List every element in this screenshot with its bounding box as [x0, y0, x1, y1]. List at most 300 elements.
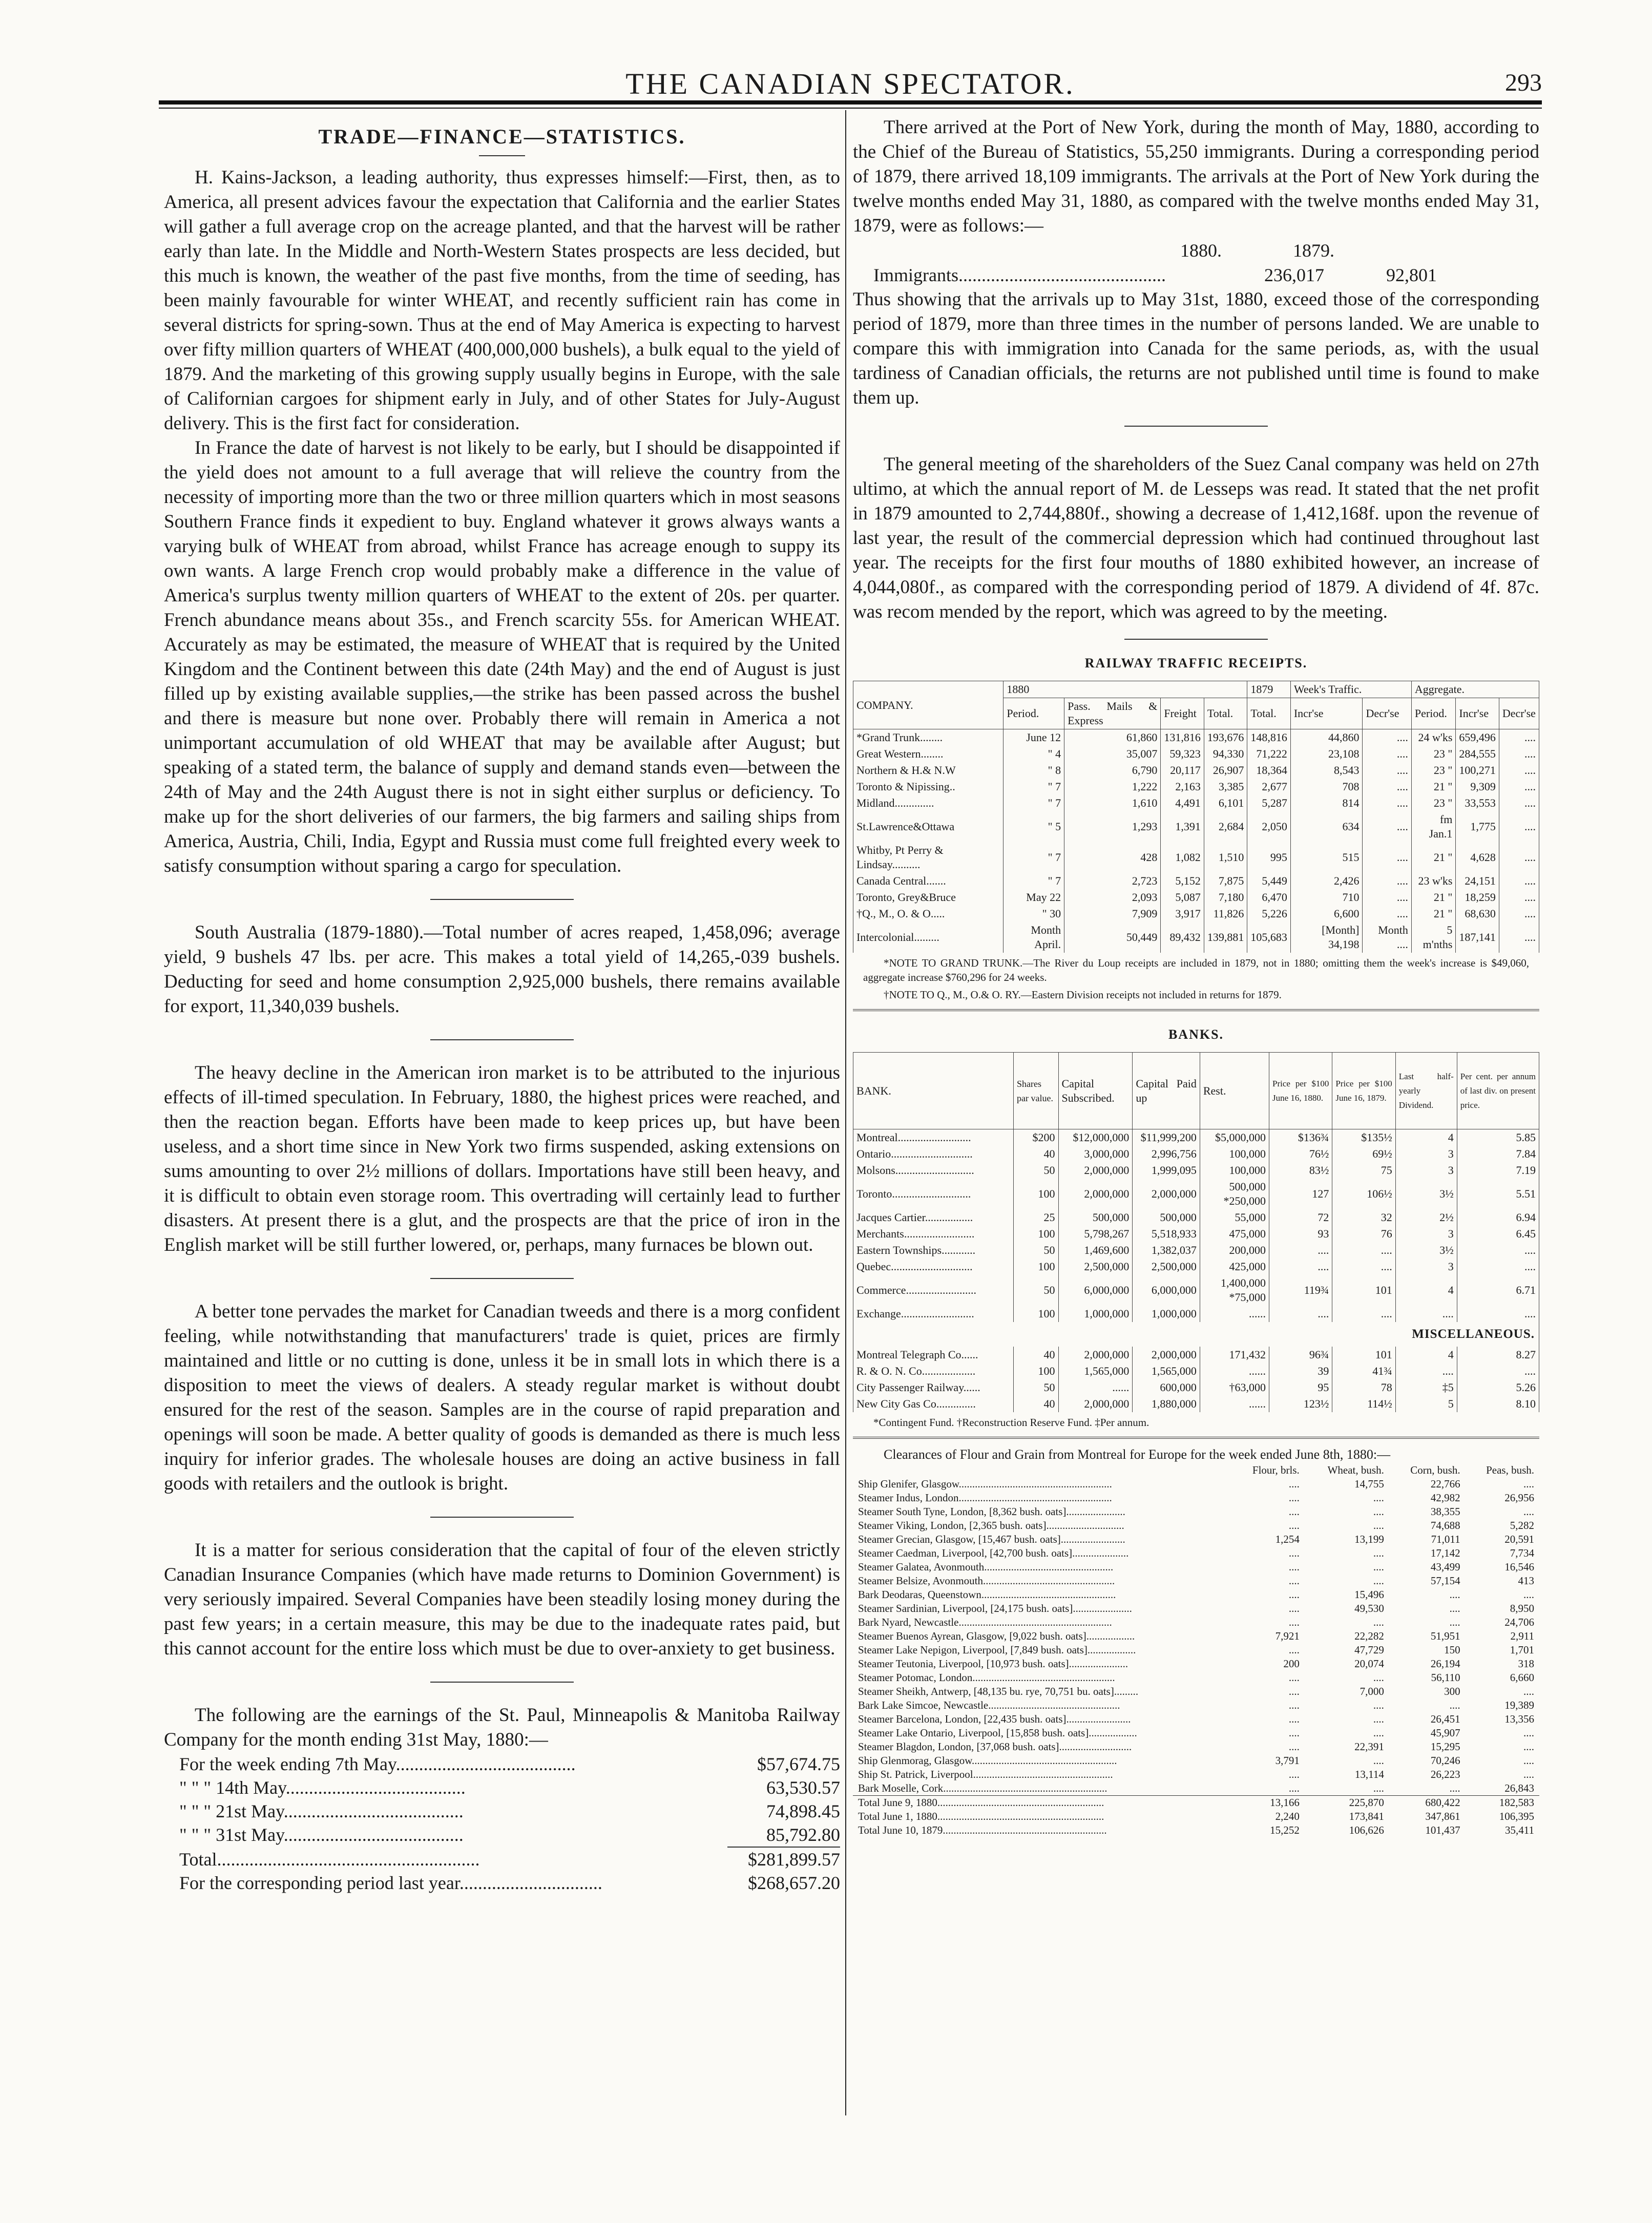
bank-cell: 1,400,000 *75,000: [1200, 1275, 1269, 1306]
railway-note-qmoo: †NOTE TO Q., M., O.& O. RY.—Eastern Division receipts not included in returns for 1879.: [884, 989, 1282, 1001]
immigrants-1880: 236,017: [1264, 265, 1324, 285]
clearance-cell: 1,701: [1510, 1644, 1534, 1656]
article-insurance: It is a matter for serious consideration that the capital of four of the eleven strictly Canadian Insurance Companies (which have made returns to Dominion Government) is very seriously impaired. Several Companies have been steadily losing money during the past few years; in a certain measure, this may be due to the inadequate rates paid, but this cannot account for the entire loss which must be due to over-anxiety to get business.: [164, 1540, 840, 1659]
railway-cell: 23,108: [1290, 746, 1363, 762]
misc-cell: 5: [1395, 1396, 1457, 1412]
clearance-vessel: Steamer Potomac, London.....................................................: [858, 1671, 1115, 1684]
clearance-cell: ....: [1449, 1699, 1460, 1711]
clearance-cell: ....: [1373, 1754, 1384, 1767]
table-separator: [853, 1009, 1539, 1011]
misc-row: [853, 1347, 1539, 1363]
railway-cell: 2,723: [1064, 873, 1161, 889]
railway-cell: 710: [1290, 889, 1363, 906]
bank-cell: ....: [1269, 1259, 1332, 1275]
clearance-vessel: Steamer Lake Ontario, Liverpool, [15,858 bush. oats]..................: [858, 1727, 1137, 1739]
railway-cell: 2,050: [1247, 811, 1291, 842]
railway-cell: 6,470: [1247, 889, 1291, 906]
bank-cell: 3: [1395, 1226, 1457, 1242]
year-1880: 1880.: [1180, 240, 1222, 261]
clearance-cell: 413: [1518, 1575, 1534, 1587]
railway-cell: ....: [1499, 922, 1539, 953]
bank-cell: 76: [1332, 1226, 1395, 1242]
clearance-cell: 70,246: [1430, 1754, 1460, 1767]
railway-cell: [Month] 34,198: [1290, 922, 1363, 953]
clearance-cell: 57,154: [1430, 1575, 1460, 1587]
bank-cell: 119¾: [1269, 1275, 1332, 1306]
railway-cell: 23 ": [1411, 762, 1455, 779]
bank-cell: 32: [1332, 1209, 1395, 1226]
col-vessel: [853, 1463, 1232, 1477]
clearance-cell: ....: [1288, 1575, 1300, 1587]
bank-row: [853, 1306, 1539, 1322]
railway-cell: ....: [1363, 746, 1411, 762]
earnings-label: " " " 14th May.......................................: [179, 1777, 466, 1798]
year-1879: 1879.: [1293, 240, 1334, 261]
bank-cell: 75: [1332, 1162, 1395, 1179]
railway-cell: 428: [1064, 842, 1161, 873]
clearance-cell: 19,389: [1504, 1699, 1534, 1711]
misc-cell: 101: [1332, 1347, 1395, 1363]
bank-name: Commerce.........................: [853, 1275, 1014, 1306]
railway-cell: ....: [1363, 762, 1411, 779]
clearance-cell: ....: [1288, 1588, 1300, 1601]
clearance-cell: ....: [1288, 1602, 1300, 1614]
railway-cell: ....: [1363, 811, 1411, 842]
clearance-vessel: Steamer Lake Nepigon, Liverpool, [7,849 bush. oats]..................: [858, 1644, 1136, 1656]
clearance-cell: 13,356: [1504, 1713, 1534, 1725]
clearance-row: [853, 1685, 1539, 1698]
clearance-cell: ....: [1373, 1505, 1384, 1518]
immigrants-row: [873, 263, 1539, 287]
railway-cell: 1,510: [1204, 842, 1247, 873]
bank-row: [853, 1179, 1539, 1209]
railway-cell: 33,553: [1456, 795, 1499, 811]
article-wheat-france: In France the date of harvest is not likely to be early, but I should be disappointed if the yield does not amount to a full average that will relieve the country from the necessity of importing more than the two or three million quarters which in most seasons Southern France finds it expedient to buy. England whatever it grows always wants a varying bulk of WHEAT from abroad, whilst France has acreage enough to suppy its own wants. A large French crop would probably make a difference in the value of America's surplus twenty million quarters of WHEAT to the extent of 20s. per quarter. French abundance means about 35s., and French scarcity 55s. for American WHEAT. Accurately as may be estimated, the measure of WHEAT that is required by the United Kingdom and the Continent between this date (24th May) and the end of August is just filled up by existing available supplies,—the strike has been passed across the bushel and there is measure but none over. Probably there will remain in America a not unimportant accumulation of old WHEAT that may be available after August; but speaking of a stated term, the balance of supply and demand stands even—between the 24th of May and the 24th August there is not in sight either surplus or deficiency. To make up for the short deliveries of our farmers, the big farmers and sailing ships from America, Austria, Chili, India, Egypt and Russia must come full freighted every week to satisfy consumption without sparing a cargo for speculation.: [164, 437, 840, 876]
bank-cell: 2,500,000: [1058, 1259, 1133, 1275]
misc-cell: 8.27: [1457, 1347, 1539, 1363]
railway-cell: 24 w'ks: [1411, 729, 1455, 746]
earnings-last-value: $268,657.20: [748, 1873, 840, 1893]
railway-cell: 2,163: [1161, 779, 1204, 795]
railway-row: [853, 842, 1539, 873]
bank-cell: 50: [1014, 1275, 1059, 1306]
col-price-1879: Price per $100 June 16, 1879.: [1332, 1053, 1395, 1129]
railway-cell: ....: [1499, 762, 1539, 779]
clearance-cell: ....: [1523, 1754, 1534, 1767]
bank-cell: 101: [1332, 1275, 1395, 1306]
separator: [430, 1278, 574, 1279]
separator: [430, 1517, 574, 1518]
clearance-cell: ....: [1373, 1727, 1384, 1739]
clearance-cell: 300: [1444, 1685, 1460, 1697]
col-week-incr: Incr'se: [1290, 698, 1363, 729]
bank-cell: 2,000,000: [1133, 1179, 1200, 1209]
clearance-row: [853, 1519, 1539, 1533]
railway-cell: 23 w'ks: [1411, 873, 1455, 889]
col-peas: Peas, bush.: [1486, 1464, 1534, 1476]
col-flour: Flour, brls.: [1252, 1464, 1300, 1476]
right-column: [853, 115, 1539, 1837]
col-group-week: Week's Traffic.: [1290, 681, 1411, 698]
misc-heading: MISCELLANEOUS.: [853, 1322, 1539, 1347]
clearance-vessel: Steamer Sardinian, Liverpool, [24,175 bush. oats]......................: [858, 1602, 1132, 1614]
clearance-cell: 56,110: [1431, 1671, 1460, 1684]
clearance-cell: ....: [1288, 1505, 1300, 1518]
col-per-cent: Per cent. per annum of last div. on present price.: [1457, 1053, 1539, 1129]
clearance-total-cell: 347,861: [1425, 1810, 1460, 1822]
misc-cell: 2,000,000: [1058, 1347, 1133, 1363]
misc-cell: 8.10: [1457, 1396, 1539, 1412]
railway-cell: " 7: [1003, 795, 1064, 811]
col-total-1879: Total.: [1247, 698, 1291, 729]
clearances-table-body: [853, 1477, 1539, 1837]
bank-cell: 2,500,000: [1133, 1259, 1200, 1275]
clearance-total-row: [853, 1823, 1539, 1837]
article-wheat-america: H. Kains-Jackson, a leading authority, thus expresses himself:—First, then, as to America, all present advices favour the expectation that California and the earlier States will gather a full average crop on the acreage planted, and that the harvest will be rather early than late. In the Middle and North-Western States prospects are less decided, but this much is known, the weather of the past five months, from the time of seeding, has been mainly favourable for winter WHEAT, and recently sufficient rain has come in several districts for spring-sown. Thus at the end of May America is expecting to harvest over fifty million quarters of WHEAT (400,000,000 bushels), a bulk equal to the yield of 1879. And the marketing of this growing supply usually begins in Europe, with the sale of Californian cargoes for shipment early in July, and of other States for July-August delivery. This is the first fact for consideration.: [164, 167, 840, 434]
bank-cell: ....: [1457, 1259, 1539, 1275]
earnings-row: [179, 1776, 840, 1799]
clearance-vessel: Steamer South Tyne, London, [8,362 bush. oats]......................: [858, 1505, 1125, 1518]
clearance-cell: ....: [1288, 1561, 1300, 1573]
separator: [430, 1682, 574, 1683]
clearance-cell: 14,755: [1354, 1478, 1384, 1490]
col-agg-incr: Incr'se: [1456, 698, 1499, 729]
bank-row: [853, 1162, 1539, 1179]
clearance-cell: 13,199: [1354, 1533, 1384, 1545]
col-agg-decr: Decr'se: [1499, 698, 1539, 729]
clearance-cell: 7,000: [1360, 1685, 1384, 1697]
bank-name: Eastern Townships............: [853, 1242, 1014, 1259]
railway-cell: 7,180: [1204, 889, 1247, 906]
bank-cell: ....: [1457, 1306, 1539, 1322]
railway-cell: 131,816: [1161, 729, 1204, 746]
clearance-cell: ....: [1523, 1478, 1534, 1490]
clearance-cell: 150: [1444, 1644, 1460, 1656]
earnings-row: [179, 1752, 840, 1776]
col-week-decr: Decr'se: [1363, 698, 1411, 729]
clearance-cell: 16,546: [1504, 1561, 1534, 1573]
clearance-row: [853, 1546, 1539, 1560]
bank-cell: ......: [1200, 1306, 1269, 1322]
misc-company: Montreal Telegraph Co......: [853, 1347, 1014, 1363]
clearance-vessel: Steamer Grecian, Glasgow, [15,467 bush. oats]........................: [858, 1533, 1125, 1545]
earnings-label: For the week ending 7th May.......................................: [179, 1754, 576, 1774]
railway-cell: ....: [1363, 729, 1411, 746]
clearance-total-cell: 225,870: [1305, 1796, 1389, 1810]
bank-cell: 72: [1269, 1209, 1332, 1226]
clearance-total-cell: 106,626: [1349, 1824, 1384, 1836]
bank-cell: 100: [1014, 1259, 1059, 1275]
clearance-cell: 3,791: [1275, 1754, 1300, 1767]
clearance-total-row: [853, 1796, 1539, 1810]
bank-cell: 2,000,000: [1058, 1179, 1133, 1209]
clearance-total-cell: 182,583: [1466, 1796, 1539, 1810]
immigrants-1879: 92,801: [1386, 265, 1437, 285]
col-capital-subscribed: Capital Subscribed.: [1058, 1053, 1133, 1129]
railway-cell: ....: [1499, 795, 1539, 811]
bank-row: [853, 1129, 1539, 1146]
col-pass: Pass. Mails & Express: [1064, 698, 1161, 729]
bank-cell: 500,000: [1133, 1209, 1200, 1226]
bank-cell: 6.94: [1457, 1209, 1539, 1226]
publication-title: THE CANADIAN SPECTATOR.: [625, 67, 1075, 100]
railway-company: †Q., M., O. & O.....: [853, 906, 1003, 922]
banks-table-title: BANKS.: [1168, 1027, 1224, 1042]
bank-cell: 1,000,000: [1058, 1306, 1133, 1322]
clearance-cell: 24,706: [1504, 1616, 1534, 1628]
col-par-value: Shares par value.: [1014, 1053, 1059, 1129]
bank-cell: 100: [1014, 1306, 1059, 1322]
railway-row: [853, 795, 1539, 811]
clearance-cell: ....: [1523, 1740, 1534, 1753]
railway-row: [853, 811, 1539, 842]
misc-cell: ......: [1200, 1396, 1269, 1412]
bank-cell: 100: [1014, 1226, 1059, 1242]
bank-cell: 3,000,000: [1058, 1146, 1133, 1162]
clearance-row: [853, 1754, 1539, 1768]
railway-cell: 100,271: [1456, 762, 1499, 779]
railway-cell: " 7: [1003, 873, 1064, 889]
clearance-cell: 20,591: [1504, 1533, 1534, 1545]
railway-cell: " 7: [1003, 842, 1064, 873]
bank-cell: 200,000: [1200, 1242, 1269, 1259]
misc-company: City Passenger Railway......: [853, 1379, 1014, 1396]
clearances-intro: Clearances of Flour and Grain from Montreal for Europe for the week ended June 8th, 1880:—: [884, 1447, 1391, 1462]
col-group-1879: 1879: [1247, 681, 1291, 698]
clearance-vessel: Ship St. Patrick, Liverpool....................................................: [858, 1768, 1113, 1780]
railway-cell: fm Jan.1: [1411, 811, 1455, 842]
bank-cell: 1,469,600: [1058, 1242, 1133, 1259]
bank-cell: 1,000,000: [1133, 1306, 1200, 1322]
header-rule: [159, 100, 1542, 104]
clearance-row: [853, 1560, 1539, 1574]
clearance-row: [853, 1768, 1539, 1781]
misc-cell: 78: [1332, 1379, 1395, 1396]
clearance-cell: ....: [1373, 1575, 1384, 1587]
separator: [430, 1039, 574, 1040]
railway-cell: 18,259: [1456, 889, 1499, 906]
railway-cell: 21 ": [1411, 889, 1455, 906]
railway-cell: 2,093: [1064, 889, 1161, 906]
clearance-cell: ....: [1288, 1519, 1300, 1532]
clearance-row: [853, 1533, 1539, 1546]
clearance-cell: 200: [1283, 1658, 1300, 1670]
earnings-total-label: Total.........................................................: [179, 1849, 480, 1870]
clearance-total-row: [853, 1810, 1539, 1823]
clearance-total-cell: 13,166: [1232, 1796, 1305, 1810]
clearance-cell: 43,499: [1430, 1561, 1460, 1573]
clearance-row: [853, 1574, 1539, 1588]
railway-cell: 7,875: [1204, 873, 1247, 889]
clearance-cell: 7,921: [1275, 1630, 1300, 1642]
earnings-value: 74,898.45: [766, 1801, 840, 1821]
separator: [1124, 426, 1268, 427]
railway-company: St.Lawrence&Ottawa: [853, 811, 1003, 842]
railway-company: Intercolonial.........: [853, 922, 1003, 953]
railway-cell: ....: [1363, 889, 1411, 906]
clearance-cell: ....: [1373, 1713, 1384, 1725]
col-price-1880: Price per $100 June 16, 1880.: [1269, 1053, 1332, 1129]
railway-cell: 5,087: [1161, 889, 1204, 906]
railway-cell: ....: [1363, 779, 1411, 795]
misc-row: [853, 1363, 1539, 1379]
bank-cell: 500,000 *250,000: [1200, 1179, 1269, 1209]
clearance-cell: 15,295: [1430, 1740, 1460, 1753]
bank-cell: 6.71: [1457, 1275, 1539, 1306]
railway-cell: 89,432: [1161, 922, 1204, 953]
railway-cell: 1,610: [1064, 795, 1161, 811]
article-earnings-intro: The following are the earnings of the St. Paul, Minneapolis & Manitoba Railway Company for the month ending 31st May, 1880:—: [164, 1705, 840, 1750]
railway-cell: 5,449: [1247, 873, 1291, 889]
clearance-vessel: Steamer Sheikh, Antwerp, [48,135 bu. rye, 70,751 bu. oats].........: [858, 1685, 1139, 1697]
clearance-cell: ....: [1288, 1478, 1300, 1490]
clearance-cell: ....: [1523, 1685, 1534, 1697]
bank-cell: 6,000,000: [1133, 1275, 1200, 1306]
bank-cell: 50: [1014, 1242, 1059, 1259]
bank-cell: 100: [1014, 1179, 1059, 1209]
clearance-cell: 5,282: [1510, 1519, 1534, 1532]
railway-row: [853, 779, 1539, 795]
clearance-vessel: Ship Glenifer, Glasgow.........................................................: [858, 1478, 1112, 1490]
railway-cell: 5,226: [1247, 906, 1291, 922]
railway-cell: ....: [1499, 746, 1539, 762]
table-separator: [853, 1437, 1539, 1439]
railway-cell: 7,909: [1064, 906, 1161, 922]
railway-cell: 61,860: [1064, 729, 1161, 746]
clearance-total-label: Total June 10, 1879.............................................................: [858, 1824, 1107, 1836]
misc-cell: 5.26: [1457, 1379, 1539, 1396]
clearance-row: [853, 1740, 1539, 1754]
railway-row: [853, 729, 1539, 746]
clearance-cell: 20,074: [1354, 1658, 1384, 1670]
bank-cell: 7.19: [1457, 1162, 1539, 1179]
clearance-total-cell: 35,411: [1505, 1824, 1534, 1836]
clearance-row: [853, 1588, 1539, 1602]
bank-cell: $5,000,000: [1200, 1129, 1269, 1146]
banks-table-body: [853, 1129, 1539, 1413]
misc-cell: 41¾: [1332, 1363, 1395, 1379]
bank-name: Molsons............................: [853, 1162, 1014, 1179]
col-total-1880: Total.: [1204, 698, 1247, 729]
misc-cell: 1,565,000: [1058, 1363, 1133, 1379]
railway-row: [853, 922, 1539, 953]
bank-cell: 100,000: [1200, 1162, 1269, 1179]
bank-cell: 6.45: [1457, 1226, 1539, 1242]
railway-cell: 634: [1290, 811, 1363, 842]
bank-cell: 5.85: [1457, 1129, 1539, 1146]
bank-row: [853, 1226, 1539, 1242]
clearance-cell: ....: [1288, 1492, 1300, 1504]
railway-cell: 659,496: [1456, 729, 1499, 746]
bank-cell: 55,000: [1200, 1209, 1269, 1226]
bank-cell: $12,000,000: [1058, 1129, 1133, 1146]
railway-cell: ....: [1499, 811, 1539, 842]
clearance-total-cell: 680,422: [1389, 1796, 1466, 1810]
railway-cell: 18,364: [1247, 762, 1291, 779]
bank-cell: 3: [1395, 1259, 1457, 1275]
railway-cell: June 12: [1003, 729, 1064, 746]
railway-cell: 814: [1290, 795, 1363, 811]
col-corn: Corn, bush.: [1410, 1464, 1460, 1476]
misc-cell: ....: [1457, 1363, 1539, 1379]
clearance-cell: ....: [1373, 1492, 1384, 1504]
railway-cell: 11,826: [1204, 906, 1247, 922]
bank-cell: 2,996,756: [1133, 1146, 1200, 1162]
railway-cell: 8,543: [1290, 762, 1363, 779]
bank-name: Ontario.............................: [853, 1146, 1014, 1162]
railway-cell: 193,676: [1204, 729, 1247, 746]
railway-row: [853, 746, 1539, 762]
railway-cell: 23 ": [1411, 746, 1455, 762]
clearance-cell: 13,114: [1354, 1768, 1384, 1780]
railway-cell: 515: [1290, 842, 1363, 873]
clearance-cell: ....: [1288, 1547, 1300, 1559]
railway-cell: 35,007: [1064, 746, 1161, 762]
railway-cell: 105,683: [1247, 922, 1291, 953]
bank-cell: 2½: [1395, 1209, 1457, 1226]
earnings-last-row: [179, 1871, 840, 1895]
railway-cell: 6,101: [1204, 795, 1247, 811]
railway-cell: 995: [1247, 842, 1291, 873]
clearances-table: [853, 1463, 1539, 1837]
clearance-cell: ....: [1373, 1671, 1384, 1684]
railway-cell: " 5: [1003, 811, 1064, 842]
article-immigrants: There arrived at the Port of New York, during the month of May, 1880, according to the Chief of the Bureau of Statistics, 55,250 immigrants. During a corresponding period of 1879, there arrived 18,109 immigrants. The arrivals at the Port of New York during the twelve months ended May 31, 1880, as compared with the twelve months ended May 31, 1879, were as follows:—: [853, 117, 1539, 236]
clearance-row: [853, 1671, 1539, 1685]
railway-cell: " 30: [1003, 906, 1064, 922]
misc-cell: 1,565,000: [1133, 1363, 1200, 1379]
bank-cell: $200: [1014, 1129, 1059, 1146]
clearance-row: [853, 1712, 1539, 1726]
railway-company: Great Western........: [853, 746, 1003, 762]
misc-company: New City Gas Co..............: [853, 1396, 1014, 1412]
bank-cell: 5,798,267: [1058, 1226, 1133, 1242]
clearance-vessel: Bark Lake Simcoe, Newcastle.................................................: [858, 1699, 1120, 1711]
railway-cell: 59,323: [1161, 746, 1204, 762]
clearance-cell: ....: [1523, 1727, 1534, 1739]
bank-cell: 100,000: [1200, 1146, 1269, 1162]
bank-cell: 425,000: [1200, 1259, 1269, 1275]
bank-cell: 1,999,095: [1133, 1162, 1200, 1179]
railway-cell: 1,391: [1161, 811, 1204, 842]
railway-cell: 21 ": [1411, 779, 1455, 795]
clearance-cell: 42,982: [1430, 1492, 1460, 1504]
clearance-vessel: Ship Glenmorag, Glasgow......................................................: [858, 1754, 1117, 1767]
bank-row: [853, 1209, 1539, 1226]
bank-cell: $11,999,200: [1133, 1129, 1200, 1146]
clearance-cell: ....: [1373, 1519, 1384, 1532]
clearance-row: [853, 1657, 1539, 1671]
railway-cell: 21 ": [1411, 842, 1455, 873]
clearance-cell: 45,907: [1430, 1727, 1460, 1739]
bank-cell: 40: [1014, 1146, 1059, 1162]
clearance-total-cell: 106,395: [1499, 1810, 1534, 1822]
clearance-cell: 2,911: [1510, 1630, 1534, 1642]
clearance-cell: 26,223: [1430, 1768, 1460, 1780]
railway-company: *Grand Trunk........: [853, 729, 1003, 746]
misc-cell: 123½: [1269, 1396, 1332, 1412]
misc-cell: 50: [1014, 1379, 1059, 1396]
railway-company: Toronto, Grey&Bruce: [853, 889, 1003, 906]
railway-cell: 9,309: [1456, 779, 1499, 795]
bank-cell: 6,000,000: [1058, 1275, 1133, 1306]
clearance-cell: ....: [1288, 1699, 1300, 1711]
clearance-vessel: Steamer Viking, London, [2,365 bush. oats].............................: [858, 1519, 1124, 1532]
clearance-cell: ....: [1288, 1713, 1300, 1725]
clearance-vessel: Steamer Barcelona, London, [22,435 bush. oats]........................: [858, 1713, 1131, 1725]
bank-row: [853, 1259, 1539, 1275]
col-capital-paid: Capital Paid up: [1133, 1053, 1200, 1129]
